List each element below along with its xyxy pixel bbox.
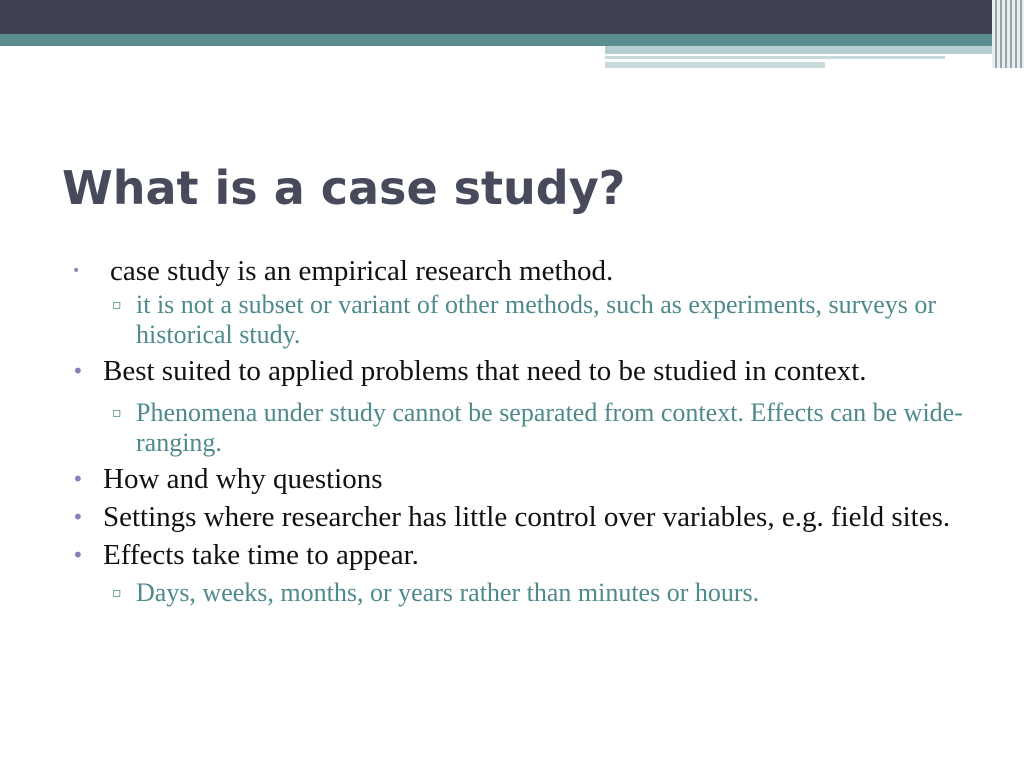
sub-bullet-text: it is not a subset or variant of other methods, such as experiments, surveys or historical study. [136, 290, 937, 349]
bullet-item [72, 538, 972, 608]
sub-bullet-marker: ▫ [112, 585, 122, 601]
header-accent-line [605, 56, 945, 59]
bullet-marker: • [72, 543, 84, 567]
sub-bullet-list [103, 398, 972, 458]
sub-bullet-text: Days, weeks, months, or years rather than minutes or hours. [136, 578, 760, 607]
bullet-item [72, 354, 972, 458]
slide-title: What is a case study? [62, 161, 626, 215]
bullet-item [72, 462, 972, 496]
sub-bullet-marker: ▫ [112, 297, 122, 313]
bullet-text: case study is an empirical research method. [110, 255, 614, 287]
corner-stripes [992, 0, 1024, 68]
bullet-text: How and why questions [103, 463, 383, 495]
sub-bullet-item [103, 290, 972, 350]
header-accent-line [605, 62, 825, 68]
bullet-list [72, 254, 972, 608]
header-dark-bar [0, 0, 1024, 34]
bullet-marker: • [72, 263, 81, 279]
bullet-text: Settings where researcher has little control over variables, e.g. field sites. [103, 501, 951, 533]
bullet-item [72, 254, 972, 350]
sub-bullet-list [103, 290, 972, 350]
bullet-marker: • [72, 467, 84, 491]
sub-bullet-text: Phenomena under study cannot be separated from context. Effects can be wide-ranging. [136, 398, 963, 457]
sub-bullet-list [103, 578, 972, 608]
bullet-item [72, 500, 972, 534]
bullet-marker: • [72, 505, 84, 529]
bullet-text: Effects take time to appear. [103, 539, 419, 571]
bullet-text: Best suited to applied problems that need to be studied in context. [103, 355, 867, 387]
sub-bullet-item [103, 578, 972, 608]
bullet-marker: • [72, 359, 84, 383]
sub-bullet-item [103, 398, 972, 458]
sub-bullet-marker: ▫ [112, 405, 122, 421]
header-teal-bar [0, 34, 1024, 46]
header-accent-bar [605, 46, 1024, 54]
